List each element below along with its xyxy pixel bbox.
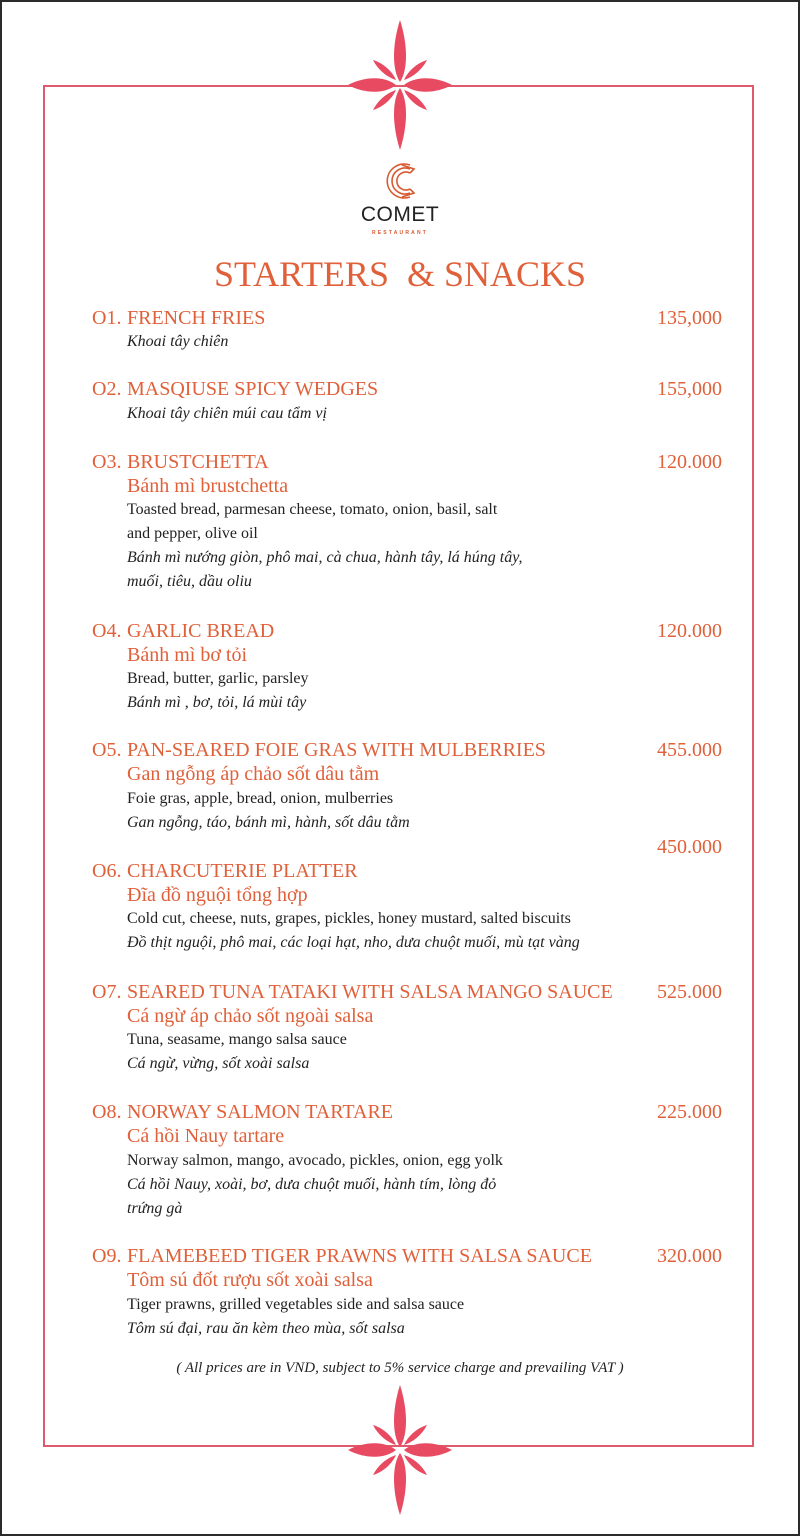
item-price: 455.000: [657, 739, 722, 761]
item-name: FRENCH FRIES: [127, 307, 266, 329]
item-number: O4.: [92, 620, 122, 642]
item-price: 120.000: [657, 620, 722, 642]
page-edge-top: [0, 0, 800, 2]
item-description-en: Cold cut, cheese, nuts, grapes, pickles, honey mustard, salted biscuits: [127, 910, 571, 927]
item-number: O1.: [92, 307, 122, 329]
item-description-en: Tiger prawns, grilled vegetables side and salsa sauce: [127, 1296, 465, 1313]
item-name: CHARCUTERIE PLATTER: [127, 860, 358, 882]
item-price: 525.000: [657, 981, 722, 1003]
item-name-vi: Tôm sú đốt rượu sốt xoài salsa: [127, 1269, 373, 1291]
item-number: O2.: [92, 378, 122, 400]
item-name: FLAMEBEED TIGER PRAWNS WITH SALSA SAUCE: [127, 1245, 592, 1267]
restaurant-logo: [350, 155, 450, 245]
item-name: BRUSTCHETTA: [127, 451, 269, 473]
item-description-vi: muối, tiêu, dầu oliu: [127, 573, 252, 590]
item-name: MASQIUSE SPICY WEDGES: [127, 378, 379, 400]
item-name-vi: Đĩa đồ nguội tổng hợp: [127, 884, 308, 906]
item-price: 155,000: [657, 378, 722, 400]
item-name: SEARED TUNA TATAKI WITH SALSA MANGO SAUCE: [127, 981, 613, 1003]
item-name-vi: Bánh mì brustchetta: [127, 475, 289, 497]
item-name: GARLIC BREAD: [127, 620, 275, 642]
brand-subtitle: RESTAURANT: [371, 230, 429, 236]
item-number: O5.: [92, 739, 122, 761]
item-description-vi: Khoai tây chiên: [127, 333, 229, 350]
item-price: 120.000: [657, 451, 722, 473]
item-description-vi: Gan ngỗng, táo, bánh mì, hành, sốt dâu tằm: [127, 814, 410, 831]
item-name: NORWAY SALMON TARTARE: [127, 1101, 393, 1123]
item-description-vi: Cá ngừ, vừng, sốt xoài salsa: [127, 1055, 310, 1072]
item-name-vi: Bánh mì bơ tỏi: [127, 644, 248, 666]
brand-name: COMET: [360, 203, 440, 226]
price-note: ( All prices are in VND, subject to 5% service charge and prevailing VAT ): [176, 1360, 624, 1376]
page-edge-left: [0, 0, 2, 1536]
item-description-vi: trứng gà: [127, 1200, 183, 1217]
item-name-vi: Cá hồi Nauy tartare: [127, 1125, 285, 1147]
item-description-vi: Bánh mì , bơ, tỏi, lá mùi tây: [127, 694, 307, 711]
item-description-en: Norway salmon, mango, avocado, pickles, onion, egg yolk: [127, 1152, 503, 1169]
item-description-en: Bread, butter, garlic, parsley: [127, 670, 309, 687]
four-petal-flower-icon: [340, 1380, 460, 1520]
item-number: O9.: [92, 1245, 122, 1267]
menu-title: STARTERS & SNACKS: [213, 254, 587, 294]
item-price: 450.000: [657, 836, 722, 858]
item-price: 135,000: [657, 307, 722, 329]
item-number: O3.: [92, 451, 122, 473]
item-name-vi: Cá ngừ áp chảo sốt ngoài salsa: [127, 1005, 374, 1027]
item-number: O7.: [92, 981, 122, 1003]
item-number: O6.: [92, 860, 122, 882]
item-description-en: Tuna, seasame, mango salsa sauce: [127, 1031, 347, 1048]
item-name: PAN-SEARED FOIE GRAS WITH MULBERRIES: [127, 739, 546, 761]
item-price: 225.000: [657, 1101, 722, 1123]
item-description-en: Foie gras, apple, bread, onion, mulberries: [127, 790, 394, 807]
comet-c-logo-icon: [380, 159, 420, 208]
item-description-vi: Đồ thịt nguội, phô mai, các loại hạt, nho, dưa chuột muối, mù tạt vàng: [127, 934, 580, 951]
item-description-vi: Khoai tây chiên múi cau tẩm vị: [127, 405, 327, 422]
item-description-vi: Tôm sú đại, rau ăn kèm theo mùa, sốt salsa: [127, 1320, 405, 1337]
item-number: O8.: [92, 1101, 122, 1123]
item-description-en: and pepper, olive oil: [127, 525, 258, 542]
item-description-vi: Bánh mì nướng giòn, phô mai, cà chua, hành tây, lá húng tây,: [127, 549, 523, 566]
item-description-vi: Cá hồi Nauy, xoài, bơ, dưa chuột muối, hành tím, lòng đỏ: [127, 1176, 497, 1193]
item-name-vi: Gan ngỗng áp chảo sốt dâu tằm: [127, 763, 380, 785]
four-petal-flower-icon: [340, 15, 460, 155]
item-price: 320.000: [657, 1245, 722, 1267]
item-description-en: Toasted bread, parmesan cheese, tomato, onion, basil, salt: [127, 501, 498, 518]
